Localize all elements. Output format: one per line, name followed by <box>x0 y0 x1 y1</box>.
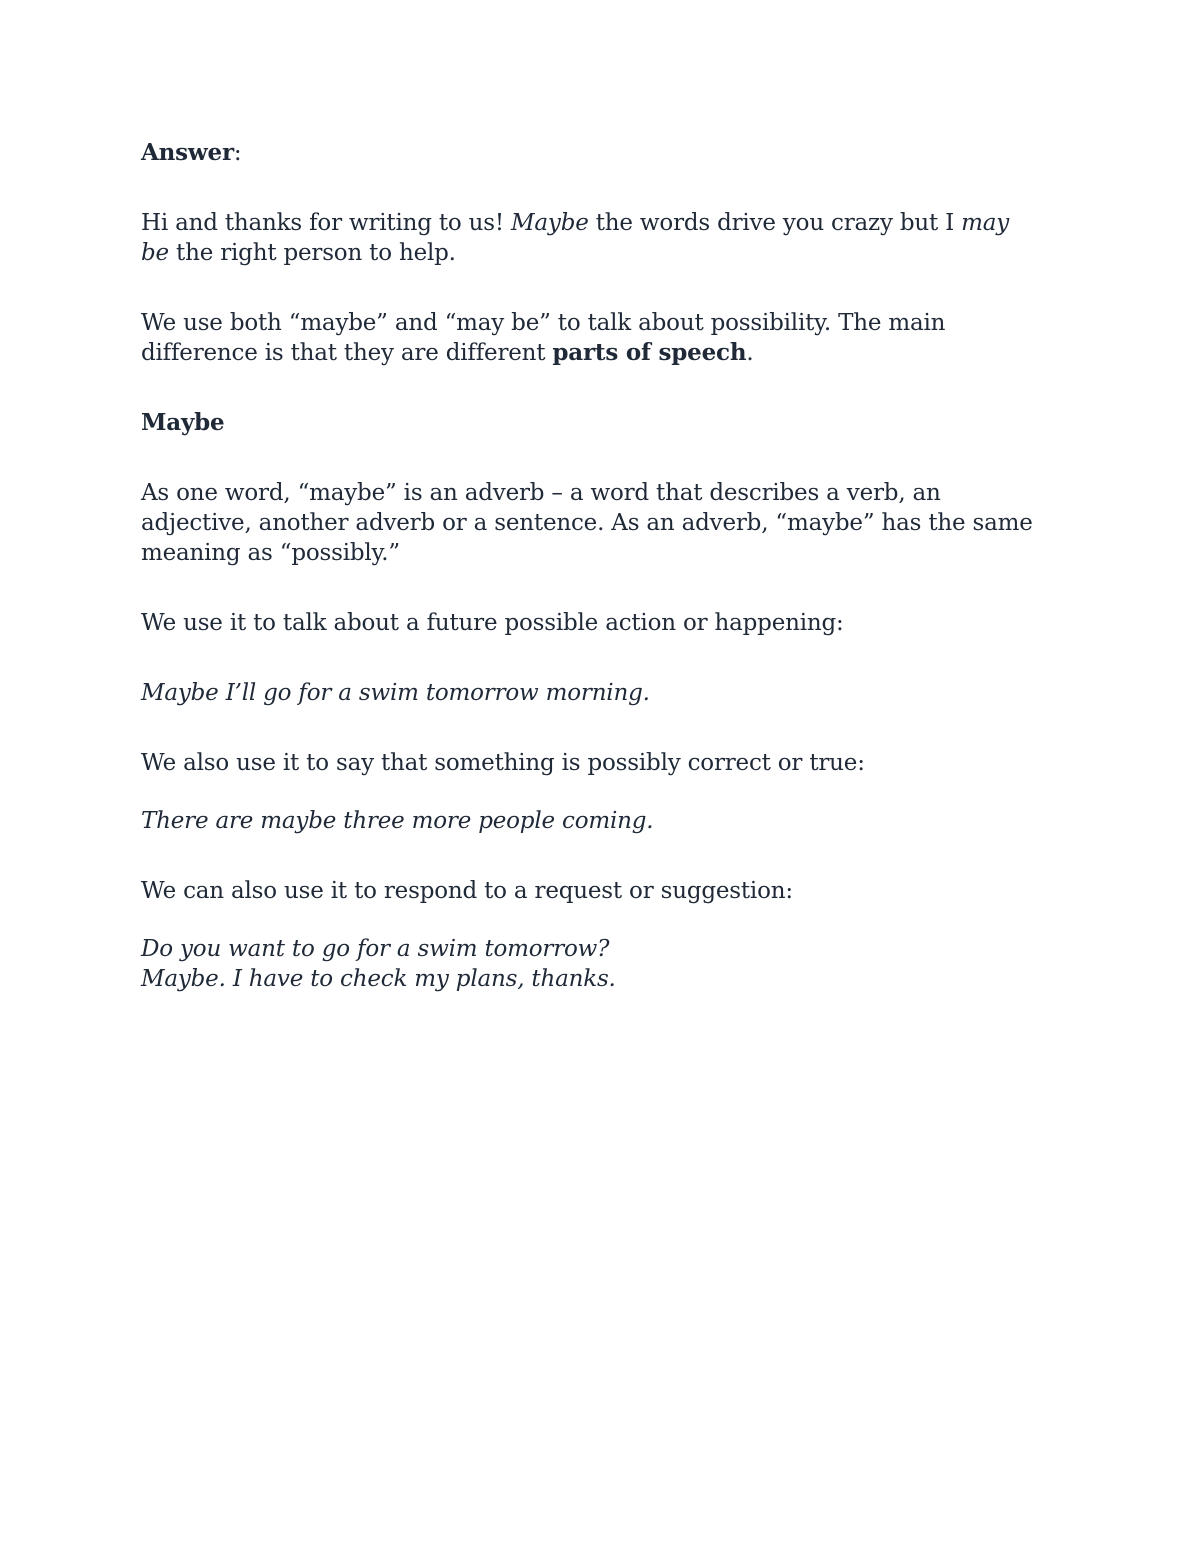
parts-of-speech-paragraph <box>141 308 1041 368</box>
example-dialogue <box>141 934 1041 994</box>
intro-text-2: the words drive you crazy but I <box>588 210 962 236</box>
adverb-definition-paragraph: As one word, “maybe” is an adverb – a word that describes a verb, an adjective, another adverb or a sentence. As an adverb, “maybe” has the same meaning as “possibly.” <box>141 480 1033 566</box>
intro-text-3: the right person to help. <box>168 240 456 266</box>
intro-emphasis-maybe: Maybe <box>511 210 589 236</box>
correct-or-true-paragraph: We also use it to say that something is possibly correct or true: <box>141 750 865 776</box>
example-people-sentence: There are maybe three more people coming. <box>141 808 654 834</box>
answer-colon: : <box>233 140 242 166</box>
para2-text-1: We use both “maybe” and “may be” to talk about possibility. The main difference is that they are different <box>141 310 946 366</box>
section-heading-maybe: Maybe <box>141 409 225 436</box>
future-usage-paragraph: We use it to talk about a future possible action or happening: <box>141 610 844 636</box>
intro-paragraph <box>141 208 1041 268</box>
example-dialogue-reply: Maybe. I have to check my plans, thanks. <box>141 966 616 992</box>
example-dialogue-question: Do you want to go for a swim tomorrow? <box>141 936 610 962</box>
para2-text-2: . <box>746 340 754 366</box>
intro-emphasis-may-be: may be <box>141 210 1010 266</box>
example-swim-sentence: Maybe I’ll go for a swim tomorrow morning. <box>141 680 650 706</box>
respond-usage-paragraph: We can also use it to respond to a request or suggestion: <box>141 878 793 904</box>
answer-label <box>141 138 1041 168</box>
intro-text-1: Hi and thanks for writing to us! <box>141 210 512 236</box>
parts-of-speech-term: parts of speech <box>552 339 747 366</box>
answer-heading: Answer <box>141 139 234 166</box>
document-body <box>141 138 1041 994</box>
